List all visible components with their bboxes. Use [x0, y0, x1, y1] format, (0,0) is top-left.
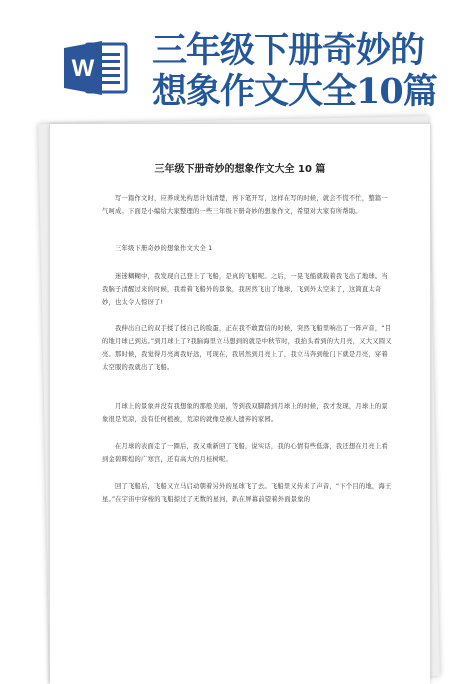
paragraph-5: 回了飞船后，飞船又立马启动朝着另外的星球飞了去。飞船里又传来了声音，“下个目的地，海王星。”在宇宙中穿梭的飞船掠过了无数的星河，趴在屏幕前望着外面景象的	[102, 483, 392, 503]
paragraph-4: 在月球的表面走了一圈后，我又重新回了飞船，说实话，我的心情有些低落，我还想在月亮上看到金碧辉煌的广寒宫，还有高大的月桂树呢。	[102, 443, 388, 463]
svg-text:W: W	[71, 55, 95, 82]
document-page	[50, 124, 430, 684]
word-document-icon	[62, 38, 132, 98]
paragraph-intro: 写一篇作文时，应养成先构思计划清楚，再下笔开写，这样在写的时候，就会不慌不忙，整篇一气呵成。下面是小编给大家整理的一些三年级下册奇妙的想象作文，希望对大家有所帮助。	[102, 195, 388, 215]
banner-title-line-2: 想象作文大全10篇	[152, 71, 437, 112]
paragraph-1: 迷迷糊糊中，我发现自己登上了飞船，是真的飞船呢。之后，一晃飞船就载着我飞出了地球。当我脑子清醒过来的时候，我看着飞船外的景象，我居然飞出了地球，飞到外太空来了，这简直太奇妙，也太令人惊讶了!	[102, 273, 388, 306]
header-banner	[0, 0, 474, 125]
banner-title-line-1: 三年级下册奇妙的	[152, 30, 425, 71]
banner-title	[152, 30, 467, 112]
paragraph-2: 我伸出自己的双手揉了揉自己的脸蛋，正在我不敢置信的时候，突然飞船里响出了一阵声音，“目的地月球已到达。”到月球上了?我脑海里立马想到的就是中秋节时，我抬头看到的大月亮，又大又圆又亮。那时候，我觉得月亮离我好远，可现在，我居然到月亮上了，我立马奔到舱门下就是月亮，穿着太空服的我就出了飞船。	[102, 325, 392, 371]
document-title: 三年级下册奇妙的想象作文大全 10 篇	[154, 164, 326, 175]
paragraph-3: 月球上的景象并没有我想象的那般美丽，等到我双脚踏到月球上的时候，我才发现，月球上的景象很是荒凉，没有任何植被，荒凉的就像是被人遗弃的家园。	[102, 403, 388, 423]
section-heading: 三年级下册奇妙的想象作文大全 1	[115, 245, 213, 252]
